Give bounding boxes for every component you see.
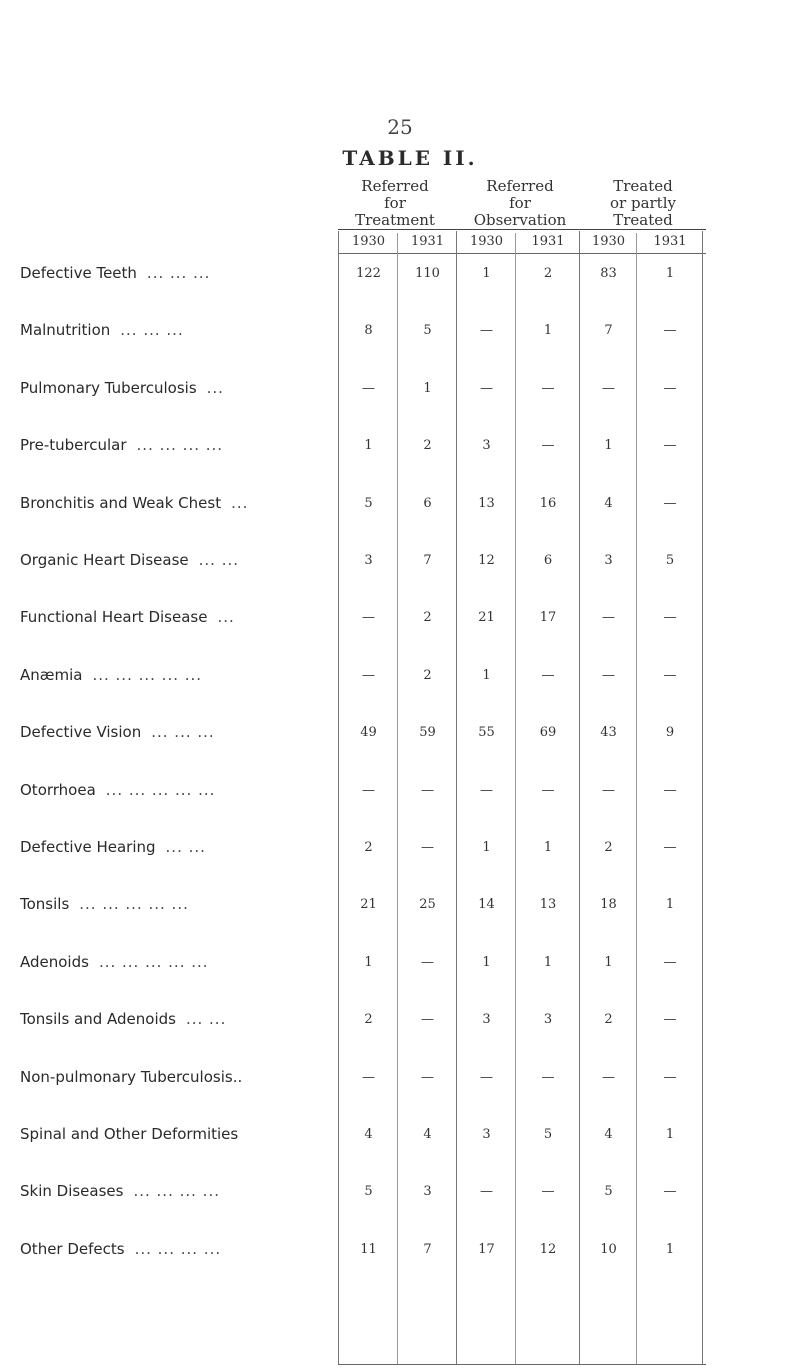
- table-cell: —: [362, 1069, 375, 1085]
- page-number: 25: [387, 115, 413, 139]
- table-cell: 14: [478, 897, 495, 913]
- table-cell: 6: [423, 495, 432, 511]
- column-group-line: Treated: [613, 211, 673, 229]
- table-cell: 3: [423, 1184, 432, 1200]
- leader-dots: ... ... ...: [151, 723, 215, 742]
- table-cell: 1: [543, 954, 553, 970]
- row-label: [20, 1068, 340, 1086]
- table-row: [0, 547, 800, 583]
- table-cell: 5: [423, 323, 432, 339]
- row-label-text: Adenoids: [20, 952, 89, 971]
- leader-dots: ...: [231, 493, 249, 512]
- table-cell: 5: [604, 1184, 613, 1200]
- table-cell: —: [541, 380, 555, 396]
- table-cell: —: [663, 380, 677, 396]
- table-cell: —: [602, 380, 615, 396]
- table-cell: 4: [423, 1127, 432, 1142]
- column-group-line: Treated: [613, 177, 673, 195]
- table-cell: 2: [604, 840, 613, 855]
- table-cell: 1: [482, 840, 491, 855]
- table-cell: 13: [539, 897, 557, 913]
- table-cell: 2: [423, 610, 432, 626]
- table-cell: 21: [360, 897, 377, 913]
- table-row: [0, 1006, 800, 1042]
- row-label-text: Organic Heart Disease: [20, 551, 189, 569]
- table-cell: —: [602, 667, 615, 683]
- table-row: [0, 317, 800, 353]
- table-row: [0, 260, 800, 296]
- table-title: TABLE II.: [342, 146, 478, 170]
- table-cell: —: [602, 610, 615, 626]
- column-group-line: for: [384, 194, 406, 212]
- table-cell: 1: [423, 380, 432, 396]
- year-header: 1931: [531, 234, 565, 249]
- header-top-rule: [338, 229, 706, 230]
- table-cell: 49: [360, 725, 377, 741]
- row-label-text: Pre-tubercular: [20, 436, 127, 455]
- year-header: 1931: [410, 234, 445, 249]
- table-cell: —: [663, 782, 677, 798]
- table-cell: 3: [364, 553, 373, 568]
- table-cell: 1: [604, 438, 613, 454]
- leader-dots: ... ... ... ... ...: [98, 952, 209, 971]
- table-cell: 4: [364, 1127, 373, 1142]
- column-group-line: Referred: [486, 177, 554, 195]
- row-label-text: Defective Vision: [20, 723, 142, 742]
- row-label-text: Malnutrition: [20, 321, 111, 340]
- table-cell: 6: [543, 553, 553, 568]
- leader-dots: ...: [217, 608, 235, 627]
- row-label: [20, 838, 340, 856]
- row-label-text: Functional Heart Disease: [20, 608, 208, 627]
- leader-dots: ...: [206, 378, 224, 397]
- table-row: [0, 432, 800, 468]
- table-cell: 7: [604, 323, 613, 339]
- row-label-text: Defective Teeth: [20, 264, 137, 282]
- table-cell: 1: [665, 1241, 675, 1257]
- table-cell: —: [421, 954, 434, 970]
- column-group-line: Referred: [361, 177, 429, 195]
- row-label-text: Skin Diseases: [20, 1182, 124, 1201]
- leader-dots: ... ... ... ...: [134, 1239, 222, 1258]
- table-cell: —: [421, 1069, 434, 1085]
- table-cell: —: [362, 782, 375, 798]
- row-label-text: Defective Hearing: [20, 838, 156, 856]
- table-cell: —: [663, 954, 677, 970]
- row-label-text: Other Defects: [20, 1239, 125, 1258]
- table-cell: 122: [356, 266, 381, 281]
- row-label: [20, 723, 340, 741]
- row-label: [20, 494, 340, 512]
- table-cell: —: [362, 610, 375, 626]
- row-label: [20, 1125, 340, 1143]
- table-cell: —: [663, 667, 677, 683]
- table-cell: 5: [364, 1184, 373, 1200]
- table-row: [0, 375, 800, 411]
- column-group-referred-for-treatment: [330, 178, 460, 229]
- row-label: [20, 895, 340, 913]
- table-cell: 5: [665, 553, 675, 568]
- year-header: 1930: [469, 234, 504, 249]
- table-cell: 1: [665, 266, 675, 281]
- leader-dots: ... ... ...: [120, 321, 184, 340]
- table-cell: 1: [543, 323, 553, 339]
- year-row-rule: [338, 253, 706, 254]
- row-label-text: Anæmia: [20, 665, 83, 684]
- table-cell: —: [541, 1069, 555, 1085]
- table-row: [0, 1236, 800, 1272]
- column-group-line: Treatment: [355, 211, 435, 229]
- leader-dots: ... ... ... ... ...: [92, 665, 203, 684]
- table-cell: 12: [539, 1241, 557, 1257]
- table-cell: —: [541, 438, 555, 454]
- table-cell: 59: [419, 725, 436, 741]
- row-label-text: Bronchitis and Weak Chest: [20, 493, 222, 512]
- table-cell: —: [541, 782, 555, 798]
- table-cell: —: [663, 1069, 677, 1085]
- table-row: [0, 777, 800, 813]
- table-cell: 2: [364, 1012, 373, 1028]
- table-cell: 12: [478, 553, 495, 568]
- row-label: [20, 1240, 340, 1258]
- table-cell: —: [421, 840, 434, 855]
- leader-dots: ... ... ...: [146, 264, 211, 282]
- table-cell: 2: [423, 438, 432, 454]
- table-cell: 2: [604, 1012, 613, 1028]
- table-cell: 17: [478, 1241, 495, 1257]
- column-group-line: or partly: [610, 194, 676, 212]
- table-cell: 1: [665, 897, 675, 913]
- row-label-text: Non-pulmonary Tuberculosis..: [20, 1067, 243, 1086]
- table-cell: 3: [482, 438, 491, 454]
- table-row: [0, 834, 800, 870]
- table-row: [0, 662, 800, 698]
- year-header: 1930: [591, 234, 626, 249]
- table-cell: 8: [364, 323, 373, 339]
- table-row: [0, 1121, 800, 1157]
- table-cell: 69: [539, 725, 557, 741]
- table-cell: 16: [539, 495, 557, 511]
- table-cell: —: [663, 610, 677, 626]
- table-row: [0, 1064, 800, 1100]
- table-cell: 1: [364, 438, 373, 454]
- table-cell: 1: [482, 266, 491, 281]
- table-cell: —: [480, 323, 493, 339]
- column-group-referred-for-observation: [455, 178, 585, 229]
- table-cell: 9: [665, 725, 675, 741]
- table-row: [0, 490, 800, 526]
- row-label-text: Pulmonary Tuberculosis: [20, 378, 197, 397]
- table-cell: —: [663, 438, 677, 454]
- table-row: [0, 604, 800, 640]
- table-cell: 17: [539, 610, 557, 626]
- row-label: [20, 551, 340, 569]
- year-header-row: [338, 234, 706, 252]
- table-cell: 1: [665, 1127, 675, 1142]
- table-cell: 2: [423, 667, 432, 683]
- row-label: [20, 608, 340, 626]
- table-cell: —: [480, 782, 493, 798]
- table-cell: 4: [604, 495, 613, 511]
- table-cell: 7: [423, 553, 432, 568]
- table-cell: 83: [600, 266, 617, 281]
- table-cell: 3: [604, 553, 613, 568]
- table-row: [0, 949, 800, 985]
- row-label: [20, 436, 340, 454]
- year-header: 1930: [351, 234, 386, 249]
- table-cell: —: [480, 1184, 493, 1200]
- table-cell: —: [663, 840, 677, 855]
- table-cell: —: [541, 1184, 555, 1200]
- leader-dots: ... ... ... ...: [133, 1182, 220, 1201]
- table-cell: 2: [364, 840, 373, 855]
- table-cell: —: [362, 667, 375, 683]
- table-cell: 110: [415, 266, 440, 281]
- table-cell: 55: [478, 725, 495, 741]
- table-cell: 3: [482, 1012, 491, 1028]
- column-group-line: for: [509, 194, 531, 212]
- leader-dots: ... ...: [185, 1010, 227, 1029]
- table-cell: 7: [423, 1241, 432, 1257]
- row-label-text: Otorrhoea: [20, 780, 96, 799]
- table-cell: 3: [543, 1012, 553, 1028]
- column-group-treated-or-partly-treated: [578, 178, 708, 229]
- table-cell: —: [602, 782, 615, 798]
- table-cell: —: [480, 1069, 493, 1085]
- leader-dots: ... ... ... ... ...: [105, 780, 216, 799]
- column-group-line: Observation: [473, 211, 567, 229]
- row-label-text: Tonsils: [20, 895, 70, 914]
- table-cell: 1: [604, 954, 613, 970]
- table-cell: 13: [478, 495, 495, 511]
- table-row: [0, 719, 800, 755]
- table-cell: 1: [543, 840, 553, 855]
- table-cell: —: [421, 1012, 434, 1028]
- leader-dots: ... ... ... ...: [136, 436, 224, 455]
- table-cell: —: [541, 667, 555, 683]
- table-cell: —: [663, 1012, 677, 1028]
- table-cell: —: [362, 380, 375, 396]
- table-cell: —: [663, 495, 677, 511]
- table-cell: 4: [604, 1127, 613, 1142]
- table-cell: 1: [482, 667, 491, 683]
- table-cell: 21: [478, 610, 495, 626]
- table-cell: —: [480, 380, 493, 396]
- table-cell: 5: [543, 1127, 553, 1142]
- table-cell: —: [663, 323, 677, 339]
- row-label: [20, 1010, 340, 1028]
- table-cell: 1: [482, 954, 491, 970]
- table-cell: 2: [543, 266, 553, 281]
- table-cell: 25: [419, 897, 436, 913]
- row-label: [20, 264, 340, 282]
- table-cell: 11: [360, 1241, 377, 1257]
- leader-dots: ... ...: [198, 551, 240, 569]
- table-cell: —: [602, 1069, 615, 1085]
- table-row: [0, 891, 800, 927]
- row-label: [20, 666, 340, 684]
- table-cell: 1: [364, 954, 373, 970]
- row-label: [20, 953, 340, 971]
- leader-dots: ... ... ... ... ...: [79, 895, 189, 914]
- leader-dots: ... ...: [165, 838, 206, 856]
- table-cell: —: [421, 782, 434, 798]
- table-cell: 18: [600, 897, 617, 913]
- row-label: [20, 379, 340, 397]
- table-cell: 5: [364, 495, 373, 511]
- table-cell: —: [663, 1184, 677, 1200]
- row-label: [20, 1182, 340, 1200]
- table-cell: 3: [482, 1127, 491, 1142]
- row-label: [20, 321, 340, 339]
- row-label-text: Tonsils and Adenoids: [20, 1010, 176, 1029]
- row-label: [20, 781, 340, 799]
- row-label-text: Spinal and Other Deformities: [20, 1125, 239, 1143]
- table-cell: 43: [600, 725, 617, 741]
- table-bottom-rule: [338, 1364, 706, 1365]
- table-row: [0, 1178, 800, 1214]
- year-header: 1931: [653, 234, 687, 249]
- table-cell: 10: [600, 1241, 617, 1257]
